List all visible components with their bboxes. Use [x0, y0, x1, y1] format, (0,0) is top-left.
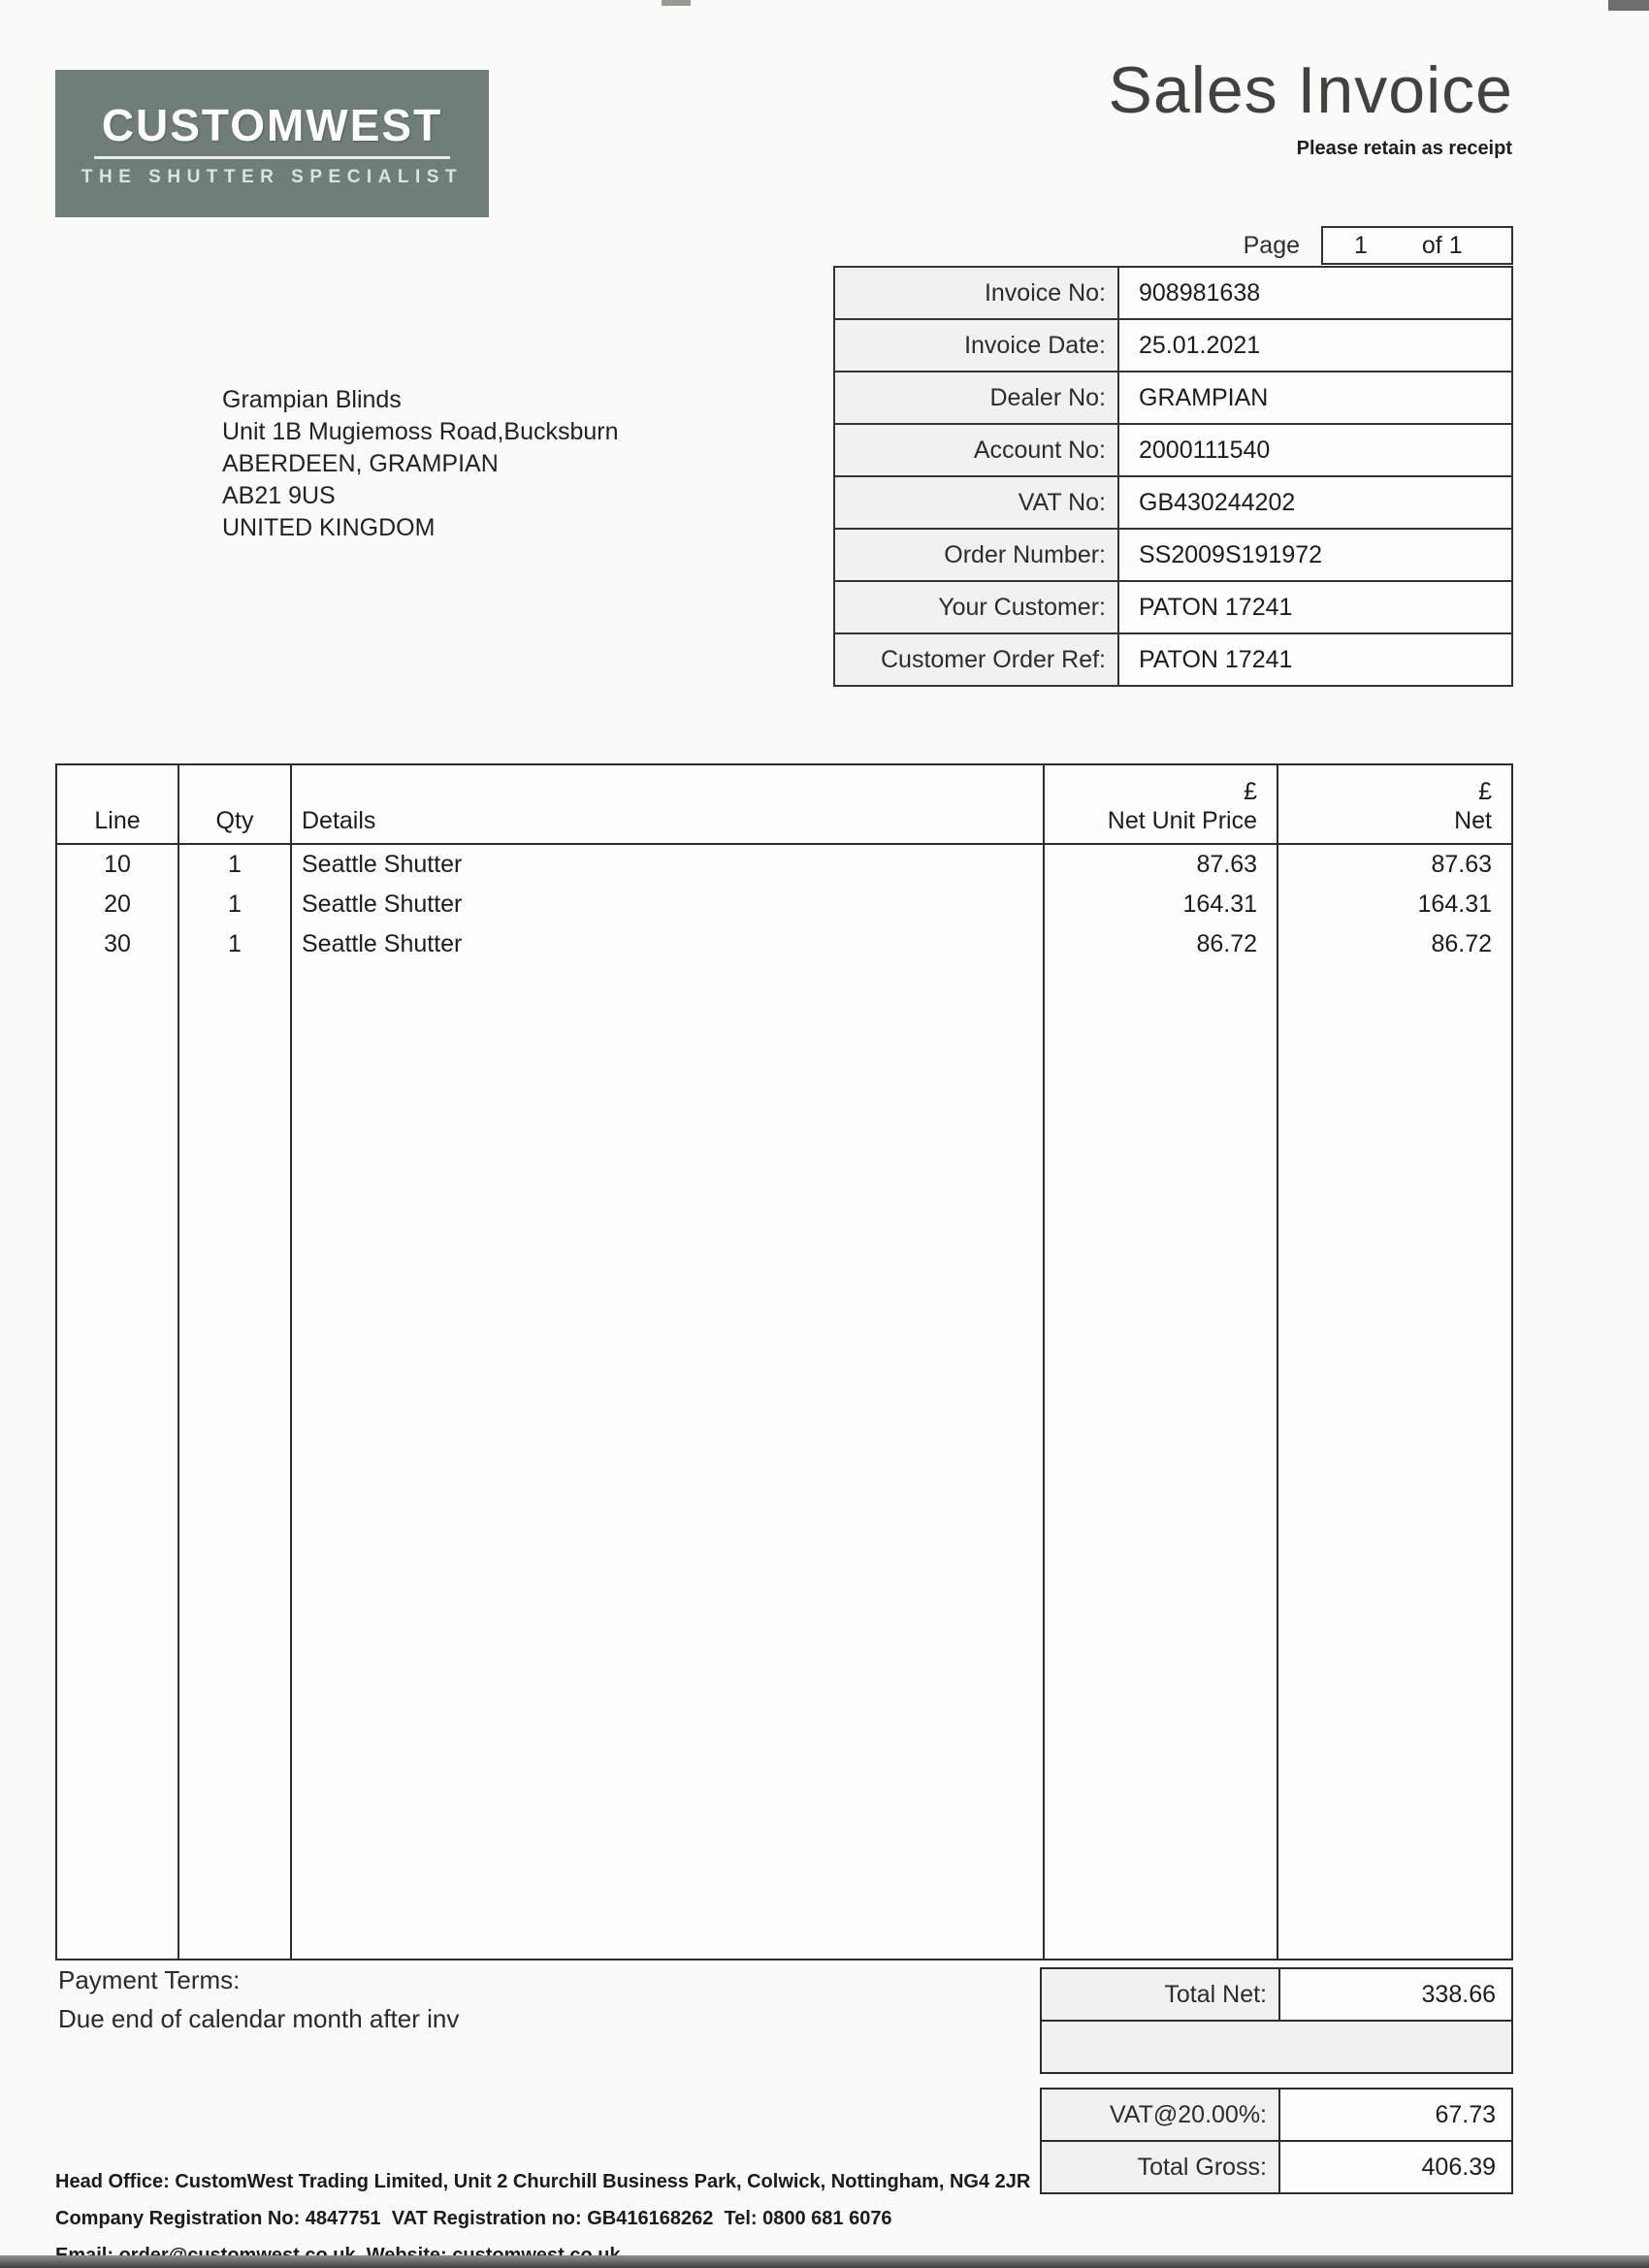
table-filler-cell: [1045, 964, 1278, 1959]
page-label: Page: [1243, 231, 1300, 259]
col-header-net-label: Net: [1454, 807, 1492, 834]
address-line: ABERDEEN, GRAMPIAN: [222, 450, 499, 477]
invoice-detail-label: Invoice Date:: [833, 318, 1119, 373]
cell-details: Seattle Shutter: [292, 885, 1045, 924]
invoice-detail-label: VAT No:: [833, 475, 1119, 530]
cell-line: 10: [57, 845, 179, 885]
page-indicator: [1203, 226, 1513, 265]
invoice-detail-value: GB430244202: [1119, 475, 1513, 530]
total-value: 338.66: [1280, 1967, 1513, 2022]
cell-net: 164.31: [1417, 891, 1492, 918]
footer-head-office: Head Office: CustomWest Trading Limited, Unit 2 Churchill Business Park, Colwick, Nottingham, NG4 2JR: [55, 2171, 1031, 2192]
col-header-unit-price: [1045, 765, 1278, 845]
logo-name: CUSTOMWEST: [94, 99, 450, 159]
invoice-details-table: [833, 266, 1513, 687]
invoice-detail-value: SS2009S191972: [1119, 528, 1513, 582]
invoice-detail-value: GRAMPIAN: [1119, 371, 1513, 425]
total-row: [1040, 2140, 1513, 2194]
scan-edge-bottom: [0, 2255, 1649, 2268]
invoice-detail-row: [833, 632, 1513, 687]
col-header-net: [1278, 765, 1511, 845]
invoice-detail-row: [833, 371, 1513, 425]
col-header-line: Line: [57, 765, 179, 845]
footer-registration: Company Registration No: 4847751 VAT Registration no: GB416168262 Tel: 0800 681 6076: [55, 2208, 892, 2229]
invoice-detail-label: Invoice No:: [833, 266, 1119, 320]
total-blank-cell: [1040, 2020, 1513, 2074]
invoice-detail-value: PATON 17241: [1119, 580, 1513, 634]
total-row: [1040, 2088, 1513, 2142]
cell-net: 87.63: [1431, 851, 1492, 878]
address-line: Unit 1B Mugiemoss Road,Bucksburn: [222, 418, 619, 445]
invoice-detail-label: Your Customer:: [833, 580, 1119, 634]
invoice-detail-label: Dealer No:: [833, 371, 1119, 425]
payment-terms-label: Payment Terms:: [58, 1965, 241, 1994]
cell-line: 30: [57, 924, 179, 964]
invoice-detail-label: Account No:: [833, 423, 1119, 477]
cell-details: Seattle Shutter: [292, 924, 1045, 964]
table-filler-cell: [179, 964, 292, 1959]
total-row: [1040, 1967, 1513, 2022]
cell-details: Seattle Shutter: [292, 845, 1045, 885]
table-filler-cell: [292, 964, 1045, 1959]
pound-symbol: £: [1244, 778, 1257, 805]
total-value: 406.39: [1280, 2140, 1513, 2194]
cell-net: 86.72: [1431, 930, 1492, 957]
receipt-note: Please retain as receipt: [1296, 138, 1512, 159]
total-label: VAT@20.00%:: [1040, 2088, 1280, 2142]
cell-qty: 1: [179, 885, 292, 924]
col-header-qty: Qty: [179, 765, 292, 845]
table-filler-cell: [57, 964, 179, 1959]
total-label: Total Gross:: [1040, 2140, 1280, 2194]
cell-unit-price: 87.63: [1045, 845, 1278, 885]
cell-unit-price: 86.72: [1045, 924, 1278, 964]
scan-mark-top: [662, 0, 691, 6]
footer: [55, 2171, 1030, 2268]
invoice-detail-row: [833, 266, 1513, 320]
logo-tagline: THE SHUTTER SPECIALIST: [81, 167, 464, 187]
address-line: UNITED KINGDOM: [222, 514, 436, 541]
payment-terms-text: Due end of calendar month after inv: [58, 2004, 460, 2033]
customer-address: [222, 384, 619, 544]
address-line: Grampian Blinds: [222, 386, 402, 413]
invoice-detail-value: 908981638: [1119, 266, 1513, 320]
cell-qty: 1: [179, 845, 292, 885]
page-total: of 1: [1421, 231, 1463, 259]
page-number: 1: [1354, 231, 1368, 259]
page-number-box: [1321, 226, 1513, 265]
total-row-blank: [1040, 2020, 1513, 2074]
invoice-detail-row: [833, 528, 1513, 582]
payment-terms: [58, 1965, 459, 2043]
invoice-detail-value: PATON 17241: [1119, 632, 1513, 687]
invoice-detail-row: [833, 423, 1513, 477]
invoice-detail-label: Order Number:: [833, 528, 1119, 582]
invoice-detail-row: [833, 475, 1513, 530]
scan-mark-corner: [1608, 0, 1649, 11]
invoice-detail-row: [833, 318, 1513, 373]
invoice-detail-value: 25.01.2021: [1119, 318, 1513, 373]
cell-qty: 1: [179, 924, 292, 964]
invoice-detail-row: [833, 580, 1513, 634]
col-header-details: Details: [292, 765, 1045, 845]
cell-line: 20: [57, 885, 179, 924]
line-items-table: [55, 763, 1513, 1960]
table-filler-cell: [1278, 964, 1511, 1959]
totals-table: [1040, 1967, 1513, 2194]
total-label: Total Net:: [1040, 1967, 1280, 2022]
cell-unit-price: 164.31: [1045, 885, 1278, 924]
pound-symbol: £: [1478, 778, 1492, 805]
company-logo: [55, 70, 489, 217]
invoice-detail-label: Customer Order Ref:: [833, 632, 1119, 687]
address-line: AB21 9US: [222, 482, 336, 509]
invoice-title: Sales Invoice: [1108, 53, 1513, 127]
invoice-detail-value: 2000111540: [1119, 423, 1513, 477]
col-header-unit-price-label: Net Unit Price: [1107, 807, 1257, 834]
total-value: 67.73: [1280, 2088, 1513, 2142]
